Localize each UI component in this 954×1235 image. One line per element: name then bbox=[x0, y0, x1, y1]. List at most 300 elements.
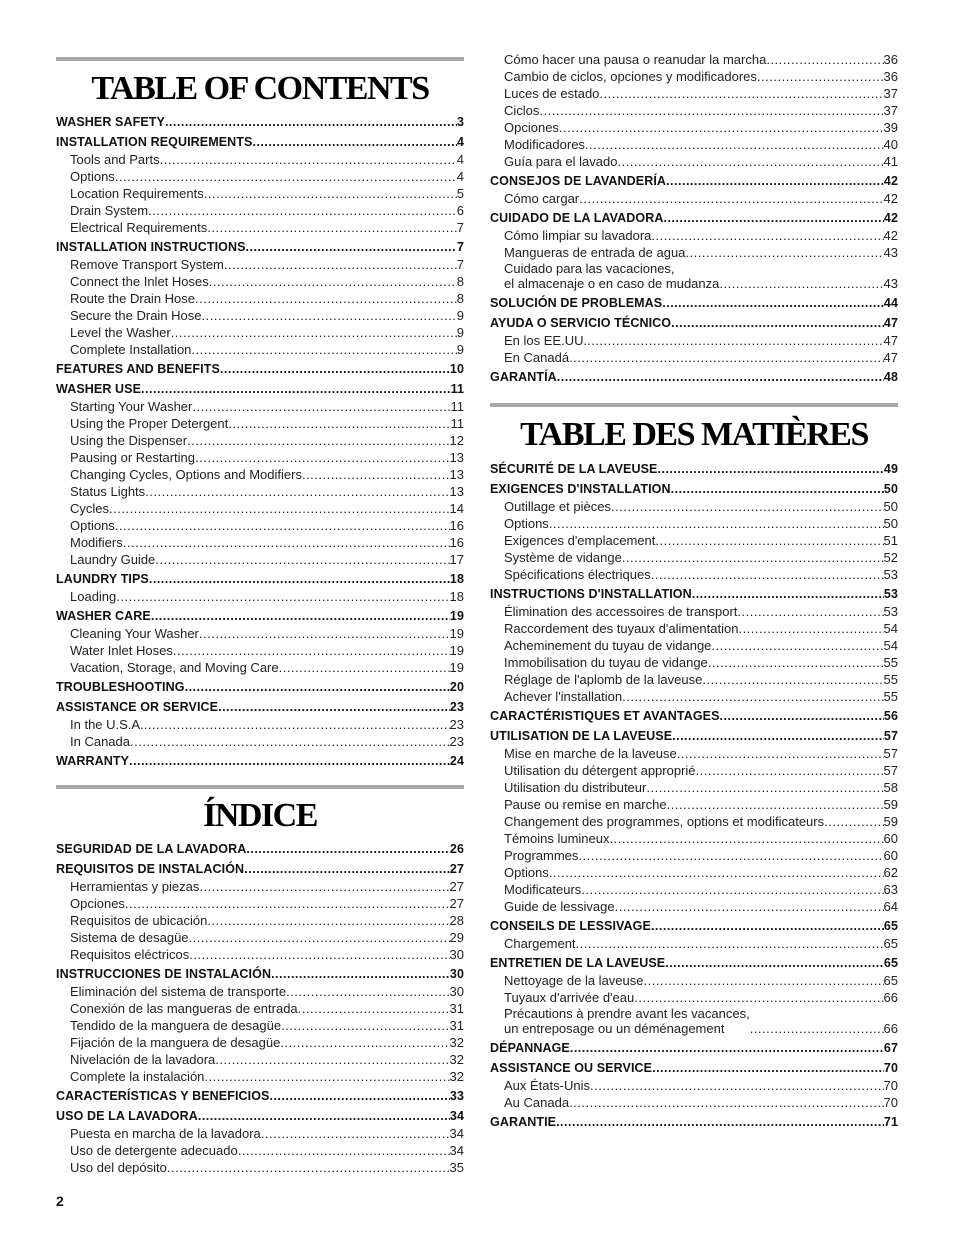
dot-leader bbox=[198, 1109, 450, 1124]
entry-label: Water Inlet Hoses bbox=[70, 643, 173, 658]
toc-subentry bbox=[490, 548, 898, 565]
entry-label: Tools and Parts bbox=[70, 152, 160, 167]
toc-subentry bbox=[56, 945, 464, 962]
dot-leader bbox=[664, 211, 884, 226]
entry-label: Herramientas y piezas bbox=[70, 879, 200, 894]
entry-label: Tendido de la manguera de desagüe bbox=[70, 1018, 282, 1033]
dot-leader bbox=[187, 433, 449, 448]
entry-label: Pausing or Restarting bbox=[70, 450, 196, 465]
entry-page-number: 9 bbox=[456, 308, 464, 323]
dot-leader bbox=[615, 899, 884, 914]
toc-section-entry bbox=[56, 1107, 464, 1124]
entry-page-number: 63 bbox=[883, 882, 898, 897]
toc-subentry bbox=[490, 636, 898, 653]
entry-label: Témoins lumineux bbox=[504, 831, 610, 846]
dot-leader bbox=[204, 1069, 449, 1084]
dot-leader bbox=[271, 967, 450, 982]
dot-leader bbox=[719, 276, 883, 291]
toc-section-entry bbox=[490, 172, 898, 189]
dot-leader bbox=[189, 947, 449, 962]
entry-label: Précautions à prendre avant les vacances, un entreposage ou un déménagement bbox=[504, 1006, 750, 1036]
entry-label: Options bbox=[504, 516, 549, 531]
entry-page-number: 37 bbox=[883, 86, 898, 101]
toc-subentry bbox=[56, 732, 464, 749]
toc-subentry bbox=[56, 431, 464, 448]
entry-label: Achever l'installation bbox=[504, 689, 623, 704]
toc-section-entry bbox=[490, 1039, 898, 1056]
entry-page-number: 59 bbox=[883, 814, 898, 829]
dot-leader bbox=[202, 308, 457, 323]
dot-leader bbox=[672, 729, 884, 744]
entry-label: Requisitos de ubicación bbox=[70, 913, 208, 928]
dot-leader bbox=[665, 956, 884, 971]
toc-subentry bbox=[490, 260, 898, 291]
dot-leader bbox=[173, 643, 450, 658]
entry-label: Cambio de ciclos, opciones y modificadores bbox=[504, 69, 757, 84]
toc-section-entry bbox=[56, 860, 464, 877]
dot-leader bbox=[246, 842, 450, 857]
entry-page-number: 23 bbox=[449, 717, 464, 732]
dot-leader bbox=[269, 1089, 449, 1104]
toc-subentry bbox=[490, 778, 898, 795]
toc-subentry bbox=[56, 715, 464, 732]
dot-leader bbox=[634, 990, 883, 1005]
dot-leader bbox=[123, 535, 450, 550]
toc-subentry bbox=[56, 1158, 464, 1175]
dot-leader bbox=[549, 865, 884, 880]
entry-label: Guía para el lavado bbox=[504, 154, 618, 169]
toc-section-entry bbox=[490, 1059, 898, 1076]
toc-section-entry bbox=[490, 1113, 898, 1130]
entry-page-number: 18 bbox=[449, 589, 464, 604]
dot-leader bbox=[246, 240, 457, 255]
entry-label: En los EE.UU. bbox=[504, 333, 588, 348]
toc-subentry bbox=[490, 653, 898, 670]
dot-leader bbox=[569, 1095, 883, 1110]
dot-leader bbox=[579, 191, 883, 206]
entry-label: CARACTERÍSTICAS Y BENEFICIOS bbox=[56, 1089, 270, 1103]
dot-leader bbox=[220, 362, 450, 377]
dot-leader bbox=[549, 516, 884, 531]
entry-label: Starting Your Washer bbox=[70, 399, 193, 414]
dot-leader bbox=[539, 103, 883, 118]
entry-page-number: 55 bbox=[883, 689, 898, 704]
toc-section-entry bbox=[490, 585, 898, 602]
toc-subentry bbox=[56, 1033, 464, 1050]
dot-leader bbox=[302, 467, 450, 482]
entry-page-number: 43 bbox=[883, 245, 898, 260]
toc-section-entry bbox=[56, 752, 464, 769]
dot-leader bbox=[199, 879, 449, 894]
entry-page-number: 10 bbox=[449, 362, 464, 376]
toc-subentry bbox=[490, 497, 898, 514]
dot-leader bbox=[192, 399, 450, 414]
dot-leader bbox=[244, 862, 450, 877]
dot-leader bbox=[610, 831, 884, 846]
entry-page-number: 33 bbox=[449, 1089, 464, 1103]
dot-leader bbox=[155, 552, 449, 567]
entry-label: Secure the Drain Hose bbox=[70, 308, 202, 323]
section-rule bbox=[490, 403, 898, 407]
dot-leader bbox=[643, 973, 883, 988]
entry-label: USO DE LA LAVADORA bbox=[56, 1109, 198, 1123]
toc-section-entry bbox=[490, 707, 898, 724]
toc-section-entry bbox=[56, 570, 464, 587]
dot-leader bbox=[252, 135, 456, 150]
entry-page-number: 48 bbox=[883, 370, 898, 384]
entry-label: Exigences d'emplacement bbox=[504, 533, 656, 548]
toc-subentry bbox=[490, 812, 898, 829]
toc-subentry bbox=[490, 226, 898, 243]
entry-page-number: 13 bbox=[449, 484, 464, 499]
toc-subentry bbox=[56, 272, 464, 289]
entry-page-number: 49 bbox=[883, 462, 898, 476]
entry-label: Cómo cargar bbox=[504, 191, 580, 206]
entry-page-number: 9 bbox=[456, 325, 464, 340]
entry-page-number: 9 bbox=[456, 342, 464, 357]
entry-page-number: 7 bbox=[456, 257, 464, 272]
toc-subentry bbox=[56, 641, 464, 658]
toc-subentry bbox=[56, 1016, 464, 1033]
entry-page-number: 19 bbox=[449, 609, 464, 623]
entry-label: Pause ou remise en marche bbox=[504, 797, 667, 812]
dot-leader bbox=[702, 672, 883, 687]
toc-section-entry bbox=[490, 917, 898, 934]
indice-title: ÍNDICE bbox=[203, 797, 317, 834]
entry-label: CUIDADO DE LA LAVADORA bbox=[490, 211, 664, 225]
entry-label: FEATURES AND BENEFITS bbox=[56, 362, 220, 376]
entry-page-number: 52 bbox=[883, 550, 898, 565]
dot-leader bbox=[578, 848, 883, 863]
entry-label: Modificadores bbox=[504, 137, 585, 152]
toc-subentry bbox=[490, 348, 898, 365]
entry-label: Changement des programmes, options et modificateurs bbox=[504, 814, 825, 829]
entry-page-number: 6 bbox=[456, 203, 464, 218]
entry-page-number: 64 bbox=[883, 899, 898, 914]
toc-section-entry bbox=[56, 360, 464, 377]
entry-label: Options bbox=[70, 169, 115, 184]
entry-label: Tuyaux d'arrivée d'eau bbox=[504, 990, 635, 1005]
entry-label: Modificateurs bbox=[504, 882, 582, 897]
entry-page-number: 50 bbox=[883, 499, 898, 514]
toc-subentry bbox=[490, 565, 898, 582]
dot-leader bbox=[655, 533, 883, 548]
toc-subentry bbox=[490, 1076, 898, 1093]
entry-page-number: 54 bbox=[883, 621, 898, 636]
entry-page-number: 14 bbox=[449, 501, 464, 516]
entry-page-number: 51 bbox=[883, 533, 898, 548]
dot-leader bbox=[141, 382, 451, 397]
entry-label: En Canadá bbox=[504, 350, 570, 365]
dot-leader bbox=[667, 797, 884, 812]
dot-leader bbox=[711, 638, 883, 653]
entry-page-number: 34 bbox=[449, 1126, 464, 1141]
toc-section-entry bbox=[490, 368, 898, 385]
toc-section-entry bbox=[56, 113, 464, 130]
entry-label: SOLUCIÓN DE PROBLEMAS bbox=[490, 296, 663, 310]
entry-page-number: 19 bbox=[449, 626, 464, 641]
entry-label: CARACTÉRISTIQUES ET AVANTAGES bbox=[490, 709, 720, 723]
entry-page-number: 53 bbox=[883, 604, 898, 619]
entry-page-number: 13 bbox=[449, 467, 464, 482]
dot-leader bbox=[651, 228, 883, 243]
toc-subentry bbox=[490, 1005, 898, 1036]
entry-page-number: 44 bbox=[883, 296, 898, 310]
toc-subentry bbox=[56, 982, 464, 999]
toc-subentry bbox=[56, 550, 464, 567]
toc-subentry bbox=[490, 135, 898, 152]
entry-page-number: 65 bbox=[883, 956, 898, 970]
toc-subentry bbox=[490, 243, 898, 260]
entry-page-number: 13 bbox=[449, 450, 464, 465]
toc-subentry bbox=[490, 50, 898, 67]
dot-leader bbox=[622, 550, 884, 565]
entry-page-number: 65 bbox=[883, 936, 898, 951]
entry-page-number: 40 bbox=[883, 137, 898, 152]
entry-label: LAUNDRY TIPS bbox=[56, 572, 149, 586]
entry-page-number: 31 bbox=[449, 1001, 464, 1016]
dot-leader bbox=[228, 416, 450, 431]
entry-page-number: 35 bbox=[449, 1160, 464, 1175]
dot-leader bbox=[144, 717, 450, 732]
entry-page-number: 30 bbox=[449, 967, 464, 981]
entry-label: Connect the Inlet Hoses bbox=[70, 274, 209, 289]
entry-label: Aux États-Unis bbox=[504, 1078, 590, 1093]
entry-page-number: 59 bbox=[883, 797, 898, 812]
toc-section-entry bbox=[56, 238, 464, 255]
entry-page-number: 47 bbox=[883, 350, 898, 365]
dot-leader bbox=[685, 245, 883, 260]
dot-leader bbox=[587, 333, 883, 348]
entry-label: REQUISITOS DE INSTALACIÓN bbox=[56, 862, 245, 876]
entry-page-number: 43 bbox=[883, 276, 898, 291]
dot-leader bbox=[622, 689, 883, 704]
entry-label: WASHER SAFETY bbox=[56, 115, 165, 129]
toc-subentry bbox=[56, 482, 464, 499]
entry-label: Vacation, Storage, and Moving Care bbox=[70, 660, 279, 675]
toc-subentry bbox=[56, 465, 464, 482]
entry-page-number: 19 bbox=[449, 643, 464, 658]
entry-page-number: 50 bbox=[883, 482, 898, 496]
entry-page-number: 19 bbox=[449, 660, 464, 675]
entry-label: Changing Cycles, Options and Modifiers bbox=[70, 467, 302, 482]
dot-leader bbox=[570, 1041, 884, 1056]
entry-page-number: 60 bbox=[883, 831, 898, 846]
entry-page-number: 37 bbox=[883, 103, 898, 118]
dot-leader bbox=[199, 626, 450, 641]
entry-label: Guide de lessivage bbox=[504, 899, 615, 914]
dot-leader bbox=[209, 274, 457, 289]
entry-page-number: 57 bbox=[883, 763, 898, 778]
entry-label: Eliminación del sistema de transporte bbox=[70, 984, 287, 999]
dot-leader bbox=[662, 296, 884, 311]
toc-subentry bbox=[490, 687, 898, 704]
entry-label: Cómo limpiar su lavadora bbox=[504, 228, 652, 243]
dot-leader bbox=[171, 325, 457, 340]
entry-label: Sistema de desagüe bbox=[70, 930, 189, 945]
entry-page-number: 55 bbox=[883, 655, 898, 670]
entry-label: Options bbox=[504, 865, 549, 880]
entry-label: Mise en marche de la laveuse bbox=[504, 746, 677, 761]
dot-leader bbox=[750, 1021, 884, 1036]
entry-label: Au Canada bbox=[504, 1095, 570, 1110]
entry-page-number: 57 bbox=[883, 729, 898, 743]
toc-subentry bbox=[56, 1067, 464, 1084]
entry-label: GARANTÍA bbox=[490, 370, 557, 384]
toc-subentry bbox=[56, 255, 464, 272]
entry-label: Requisitos eléctricos bbox=[70, 947, 190, 962]
entry-page-number: 36 bbox=[883, 52, 898, 67]
entry-page-number: 30 bbox=[449, 947, 464, 962]
entry-page-number: 54 bbox=[883, 638, 898, 653]
entry-label: ASSISTANCE OU SERVICE bbox=[490, 1061, 653, 1075]
dot-leader bbox=[692, 587, 884, 602]
dot-leader bbox=[207, 220, 456, 235]
matieres-entry-list bbox=[490, 460, 898, 1130]
toc-section-entry bbox=[56, 607, 464, 624]
dot-leader bbox=[218, 700, 450, 715]
entry-label: Laundry Guide bbox=[70, 552, 156, 567]
entry-page-number: 66 bbox=[883, 990, 898, 1005]
dot-leader bbox=[280, 1035, 449, 1050]
toc-subentry bbox=[56, 877, 464, 894]
entry-label: Options bbox=[70, 518, 115, 533]
entry-label: CONSEJOS DE LAVANDERÍA bbox=[490, 174, 667, 188]
entry-label: Acheminement du tuyau de vidange bbox=[504, 638, 712, 653]
entry-label: Programmes bbox=[504, 848, 579, 863]
entry-page-number: 32 bbox=[449, 1052, 464, 1067]
indice-entry-list bbox=[56, 840, 464, 1175]
entry-label: Système de vidange bbox=[504, 550, 622, 565]
toc-section-entry bbox=[490, 460, 898, 477]
toc-subentry bbox=[490, 331, 898, 348]
entry-label: Remove Transport System bbox=[70, 257, 224, 272]
entry-label: EXIGENCES D'INSTALLATION bbox=[490, 482, 671, 496]
toc-section-entry bbox=[56, 698, 464, 715]
entry-label: UTILISATION DE LA LAVEUSE bbox=[490, 729, 673, 743]
entry-label: INSTRUCTIONS D'INSTALLATION bbox=[490, 587, 692, 601]
entry-label: Location Requirements bbox=[70, 186, 204, 201]
entry-page-number: 17 bbox=[449, 552, 464, 567]
entry-page-number: 47 bbox=[883, 333, 898, 348]
entry-page-number: 70 bbox=[883, 1078, 898, 1093]
entry-page-number: 4 bbox=[456, 152, 464, 167]
entry-label: In the U.S.A. bbox=[70, 717, 144, 732]
entry-label: SEGURIDAD DE LA LAVADORA bbox=[56, 842, 247, 856]
toc-subentry bbox=[56, 323, 464, 340]
dot-leader bbox=[557, 370, 884, 385]
entry-page-number: 30 bbox=[449, 984, 464, 999]
dot-leader bbox=[617, 154, 883, 169]
toc-subentry bbox=[56, 150, 464, 167]
toc-subentry bbox=[56, 658, 464, 675]
entry-label: Conexión de las mangueras de entrada bbox=[70, 1001, 298, 1016]
dot-leader bbox=[145, 484, 449, 499]
toc-subentry bbox=[56, 911, 464, 928]
entry-page-number: 39 bbox=[883, 120, 898, 135]
entry-label: Using the Proper Detergent bbox=[70, 416, 229, 431]
dot-leader bbox=[651, 919, 884, 934]
entry-label: Immobilisation du tuyau de vidange bbox=[504, 655, 708, 670]
dot-leader bbox=[195, 291, 457, 306]
dot-leader bbox=[215, 1052, 449, 1067]
dot-leader bbox=[611, 499, 884, 514]
entry-page-number: 65 bbox=[883, 973, 898, 988]
entry-label: INSTALLATION INSTRUCTIONS bbox=[56, 240, 246, 254]
entry-page-number: 27 bbox=[449, 896, 464, 911]
toc-subentry bbox=[56, 587, 464, 604]
entry-page-number: 24 bbox=[449, 754, 464, 768]
dot-leader bbox=[160, 152, 457, 167]
entry-page-number: 42 bbox=[883, 228, 898, 243]
dot-leader bbox=[224, 257, 457, 272]
dot-leader bbox=[185, 680, 450, 695]
dot-leader bbox=[286, 984, 449, 999]
entry-page-number: 3 bbox=[456, 115, 464, 129]
entry-label: Loading bbox=[70, 589, 117, 604]
entry-label: Uso de detergente adecuado bbox=[70, 1143, 238, 1158]
entry-label: GARANTIE bbox=[490, 1115, 557, 1129]
toc-subentry bbox=[56, 624, 464, 641]
matieres-title: TABLE DES MATIÈRES bbox=[520, 416, 868, 453]
dot-leader bbox=[189, 930, 450, 945]
entry-page-number: 42 bbox=[883, 174, 898, 188]
entry-page-number: 27 bbox=[449, 879, 464, 894]
indice-continued-list bbox=[490, 50, 898, 385]
dot-leader bbox=[125, 896, 450, 911]
toc-subentry bbox=[490, 514, 898, 531]
dot-leader bbox=[129, 754, 450, 769]
entry-page-number: 42 bbox=[883, 211, 898, 225]
dot-leader bbox=[116, 589, 449, 604]
toc-subentry bbox=[56, 1141, 464, 1158]
entry-page-number: 32 bbox=[449, 1035, 464, 1050]
entry-label: Puesta en marcha de la lavadora bbox=[70, 1126, 261, 1141]
toc-subentry bbox=[490, 988, 898, 1005]
entry-page-number: 58 bbox=[883, 780, 898, 795]
entry-page-number: 27 bbox=[449, 862, 464, 876]
toc-subentry bbox=[490, 670, 898, 687]
entry-label: Utilisation du distributeur bbox=[504, 780, 647, 795]
entry-page-number: 7 bbox=[456, 220, 464, 235]
entry-label: DÉPANNAGE bbox=[490, 1041, 570, 1055]
entry-page-number: 23 bbox=[449, 734, 464, 749]
entry-label: INSTALLATION REQUIREMENTS bbox=[56, 135, 253, 149]
entry-label: Raccordement des tuyaux d'alimentation bbox=[504, 621, 739, 636]
entry-page-number: 18 bbox=[449, 572, 464, 586]
entry-page-number: 8 bbox=[456, 291, 464, 306]
toc-subentry bbox=[490, 152, 898, 169]
entry-label: AYUDA O SERVICIO TÉCNICO bbox=[490, 316, 672, 330]
toc-subentry bbox=[490, 846, 898, 863]
entry-label: Modifiers bbox=[70, 535, 123, 550]
entry-label: Cuidado para las vacaciones, el almacenaje o en caso de mudanza bbox=[504, 261, 720, 291]
entry-label: Using the Dispenser bbox=[70, 433, 188, 448]
entry-page-number: 50 bbox=[883, 516, 898, 531]
entry-page-number: 4 bbox=[456, 135, 464, 149]
entry-label: CONSEILS DE LESSIVAGE bbox=[490, 919, 651, 933]
toc-subentry bbox=[490, 829, 898, 846]
entry-page-number: 11 bbox=[450, 399, 464, 414]
toc-section-entry bbox=[56, 840, 464, 857]
dot-leader bbox=[599, 86, 883, 101]
entry-label: WASHER USE bbox=[56, 382, 142, 396]
toc-section-entry bbox=[56, 965, 464, 982]
section-rule bbox=[56, 57, 464, 61]
entry-label: Cleaning Your Washer bbox=[70, 626, 199, 641]
entry-label: Outillage et pièces bbox=[504, 499, 611, 514]
entry-label: Complete Installation bbox=[70, 342, 192, 357]
